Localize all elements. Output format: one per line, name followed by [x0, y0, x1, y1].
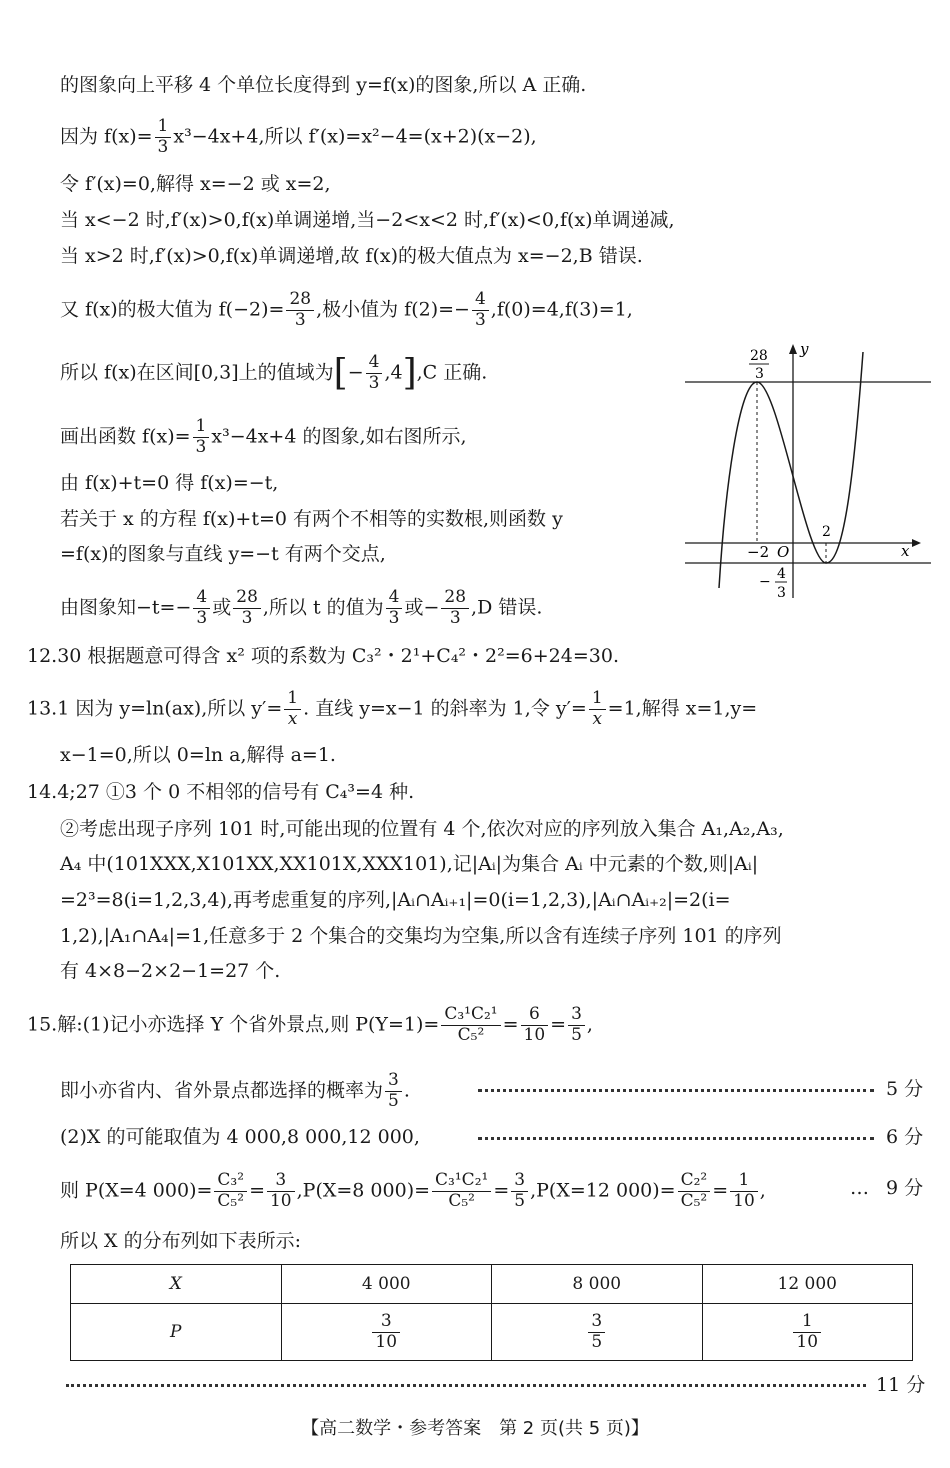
numerator: 3	[568, 1006, 585, 1026]
text-line	[60, 118, 537, 157]
tick-label-2: 2	[822, 524, 831, 540]
numerator: 28	[441, 589, 469, 609]
denominator: C₅²	[448, 1190, 475, 1211]
numerator: 4	[472, 291, 489, 311]
denominator: C₅²	[680, 1190, 708, 1211]
numerator: 28	[233, 589, 261, 609]
origin-label: O	[777, 543, 790, 561]
fraction	[155, 118, 172, 157]
text-segment: 即小亦省内、省外景点都选择的概率为	[60, 1079, 384, 1102]
min-value-sign: −	[759, 574, 771, 590]
fraction	[511, 1172, 528, 1211]
text-segment: 由图象知−t=−	[60, 596, 192, 619]
denominator: C₅²	[457, 1024, 485, 1045]
table-row	[71, 1304, 913, 1361]
text-line	[60, 589, 542, 628]
text-line: 则 P(X=4 000)= $\frac{\text{C₃²}}{\text{C₅²}}$ = $\frac{3}{10}$ ,P(X=8 000)= $\frac{\text{C₃¹C₂¹}}{\text{C₅²}}$ = $\frac{3}{5}$ ,P(X=12 000)= $\frac{\text{C₂²}}{\text{C₅²}}$ = $\frac{1}{10}$ ,	[60, 1170, 766, 1211]
text-line	[60, 418, 467, 457]
text-segment: ,所以 t 的值为	[262, 596, 384, 619]
denominator: 3	[388, 607, 400, 628]
fraction	[730, 1172, 758, 1211]
numerator: 1	[730, 1172, 758, 1192]
text-line: 的图象向上平移 4 个单位长度得到 y=f(x)的图象,所以 A 正确.	[60, 74, 587, 96]
denominator: 3	[241, 607, 253, 628]
text-line: 14.4;27 ①3 个 0 不相邻的信号有 C₄³=4 种.	[27, 781, 415, 803]
text-line: 所以 f(x)在区间[0,3]上的值域为[− $\frac{4}{3}$ ,4],C 正确.	[60, 352, 488, 394]
function-graph	[683, 340, 933, 605]
denominator: 5	[388, 1090, 399, 1111]
fraction	[366, 354, 383, 393]
cubic-curve	[719, 352, 863, 588]
score-label: 9 分	[886, 1177, 924, 1199]
fraction	[441, 1006, 500, 1045]
denominator: 5	[591, 1331, 603, 1352]
x-axis-arrow	[912, 539, 921, 547]
text-segment: 15.解:(1)记小亦选择 Y 个省外景点,则 P(Y=1)=	[27, 1013, 440, 1036]
text-segment: 因为 f(x)=	[60, 125, 153, 148]
max-value-numerator: 28	[750, 348, 768, 364]
text-line: 15.解:(1)记小亦选择 Y 个省外景点,则 P(Y=1)= $\frac{\text{C₃¹C₂¹}}{\text{C₅²}}$ = $\frac{6}{10}$ = $\frac{3}{5}$ ,	[27, 1004, 593, 1045]
text-line: 若关于 x 的方程 f(x)+t=0 有两个不相等的实数根,则函数 y	[60, 508, 563, 530]
text-segment: ,D 错误.	[471, 596, 543, 619]
right-bracket: ]	[402, 352, 417, 394]
numerator: 1	[284, 690, 301, 710]
denominator: 3	[157, 136, 169, 157]
table-cell	[702, 1304, 913, 1361]
denominator: 10	[269, 1190, 292, 1211]
text-segment: 又 f(x)的极大值为 f(−2)=	[60, 298, 285, 321]
numerator: C₃¹C₂¹	[432, 1172, 491, 1192]
numerator: 6	[521, 1006, 549, 1026]
text-segment: 或−	[404, 596, 440, 619]
numerator: 4	[366, 354, 383, 374]
denominator: 10	[375, 1331, 398, 1352]
score-label: 11 分	[876, 1374, 926, 1396]
text-line: 即小亦省内、省外景点都选择的概率为 $\frac{3}{5}$ .	[60, 1070, 410, 1111]
denominator: 10	[796, 1331, 819, 1352]
text-segment: ,P(X=12 000)=	[530, 1179, 676, 1202]
denominator: 10	[733, 1190, 755, 1211]
fraction	[372, 1310, 400, 1352]
y-axis-label: y	[800, 340, 809, 358]
min-value-denominator: 3	[777, 585, 786, 601]
text-segment: x³−4x+4 的图象,如右图所示,	[211, 425, 467, 448]
tick-label-neg2: −2	[747, 543, 770, 561]
score-label: 5 分	[886, 1078, 924, 1100]
numerator: 4	[193, 589, 210, 609]
ellipsis: …	[850, 1177, 869, 1199]
text-line: A₄ 中(101XXX,X101XX,XX101X,XXX101),记|Aᵢ|为集合 Aᵢ 中元素的个数,则|Aᵢ|	[60, 853, 759, 875]
text-line: x−1=0,所以 0=ln a,解得 a=1.	[60, 744, 336, 766]
fraction	[286, 291, 314, 330]
numerator: 28	[286, 291, 314, 311]
denominator: x	[592, 708, 603, 729]
fraction	[267, 1172, 295, 1211]
fraction	[472, 291, 489, 330]
numerator: 1	[155, 118, 172, 138]
text-line: ②考虑出现子序列 101 时,可能出现的位置有 4 个,依次对应的序列放入集合 A₁,A₂,A₃,	[60, 818, 784, 840]
fraction	[193, 418, 210, 457]
text-segment: ,4	[384, 361, 403, 384]
table-cell: P	[71, 1304, 282, 1361]
text-line: =f(x)的图象与直线 y=−t 有两个交点,	[60, 543, 386, 565]
denominator: 3	[196, 607, 208, 628]
fraction	[386, 589, 403, 628]
numerator: 3	[588, 1313, 605, 1333]
text-line: 由 f(x)+t=0 得 f(x)=−t,	[60, 472, 279, 494]
denominator: 3	[195, 436, 207, 457]
text-line: (2)X 的可能取值为 4 000,8 000,12 000,	[60, 1126, 420, 1148]
left-bracket: [	[333, 352, 348, 394]
denominator: 10	[523, 1024, 546, 1045]
numerator: 3	[267, 1172, 295, 1192]
table-cell	[281, 1304, 492, 1361]
text-segment: 或	[212, 596, 232, 619]
min-value-numerator: 4	[777, 566, 786, 582]
numerator: 3	[385, 1072, 402, 1092]
fraction	[193, 589, 210, 628]
score-label: 6 分	[886, 1126, 924, 1148]
numerator: 1	[193, 418, 210, 438]
text-line: 12.30 根据题意可得含 x² 项的系数为 C₃²・2¹+C₄²・2²=6+24=30.	[27, 645, 619, 667]
text-line: =2³=8(i=1,2,3,4),再考虑重复的序列,|Aᵢ∩Aᵢ₊₁|=0(i=1,2,3),|Aᵢ∩Aᵢ₊₂|=2(i=	[60, 889, 731, 911]
max-value-denominator: 3	[755, 366, 764, 382]
numerator: C₂²	[678, 1172, 711, 1192]
fraction	[678, 1172, 711, 1211]
fraction	[793, 1310, 821, 1352]
denominator: 5	[571, 1024, 582, 1045]
denominator: 5	[514, 1190, 526, 1211]
text-segment: 画出函数 f(x)=	[60, 425, 191, 448]
text-line: 令 f′(x)=0,解得 x=−2 或 x=2,	[60, 173, 331, 195]
text-line: 当 x>2 时,f′(x)>0,f(x)单调递增,故 f(x)的极大值点为 x=−2,B 错误.	[60, 245, 643, 267]
numerator: C₃²	[214, 1172, 247, 1192]
table-cell: 4 000	[281, 1265, 492, 1304]
text-line: 有 4×8−2×2−1=27 个.	[60, 960, 281, 982]
fraction	[589, 690, 606, 729]
text-segment: 13.1 因为 y=ln(ax),所以 y′=	[27, 697, 283, 720]
numerator: C₃¹C₂¹	[441, 1006, 500, 1026]
x-axis-label: x	[901, 542, 910, 560]
numerator: 1	[589, 690, 606, 710]
text-segment: ,P(X=8 000)=	[296, 1179, 431, 1202]
numerator: 3	[372, 1313, 400, 1333]
dot-leader	[478, 1089, 874, 1092]
numerator: 4	[386, 589, 403, 609]
text-segment: 则 P(X=4 000)=	[60, 1179, 213, 1202]
table-cell	[492, 1304, 703, 1361]
numerator: 3	[511, 1172, 528, 1192]
fraction	[233, 589, 261, 628]
denominator: 3	[474, 309, 486, 330]
page-footer: 【高二数学・参考答案 第 2 页(共 5 页)】	[301, 1418, 649, 1439]
text-line: 1,2),|A₁∩A₄|=1,任意多于 2 个集合的交集均为空集,所以含有连续子序列 101 的序列	[60, 925, 782, 947]
table-cell: X	[71, 1265, 282, 1304]
text-segment: ,极小值为 f(2)=−	[316, 298, 470, 321]
text-segment: =1,解得 x=1,y=	[607, 697, 758, 720]
denominator: C₅²	[217, 1190, 245, 1211]
fraction	[588, 1310, 605, 1352]
table-cell: 8 000	[492, 1265, 703, 1304]
table-cell: 12 000	[702, 1265, 913, 1304]
text-segment: ,C 正确.	[416, 361, 488, 384]
fraction	[521, 1006, 549, 1045]
numerator: 1	[793, 1313, 821, 1333]
denominator: 3	[294, 309, 306, 330]
text-segment: ,f(0)=4,f(3)=1,	[490, 298, 633, 321]
dot-leader	[478, 1137, 874, 1140]
fraction	[284, 690, 301, 729]
text-segment: . 直线 y=x−1 的斜率为 1,令 y′=	[303, 697, 587, 720]
y-axis-arrow	[789, 344, 797, 354]
denominator: x	[287, 708, 298, 729]
text-segment: 所以 f(x)在区间[0,3]上的值域为	[60, 361, 334, 384]
table-row	[71, 1265, 913, 1304]
distribution-table	[70, 1264, 913, 1361]
text-line	[27, 690, 757, 729]
denominator: 3	[449, 607, 461, 628]
text-line: 所以 X 的分布列如下表所示:	[60, 1230, 302, 1252]
fraction	[385, 1072, 402, 1111]
text-segment: x³−4x+4,所以 f′(x)=x²−4=(x+2)(x−2),	[173, 125, 537, 148]
denominator: 3	[368, 372, 380, 393]
fraction	[214, 1172, 247, 1211]
text-line	[60, 291, 633, 330]
fraction	[568, 1006, 585, 1045]
fraction	[432, 1172, 491, 1211]
dot-leader	[66, 1384, 866, 1387]
text-line: 当 x<−2 时,f′(x)>0,f(x)单调递增,当−2<x<2 时,f′(x)<0,f(x)单调递减,	[60, 209, 675, 231]
fraction	[441, 589, 469, 628]
